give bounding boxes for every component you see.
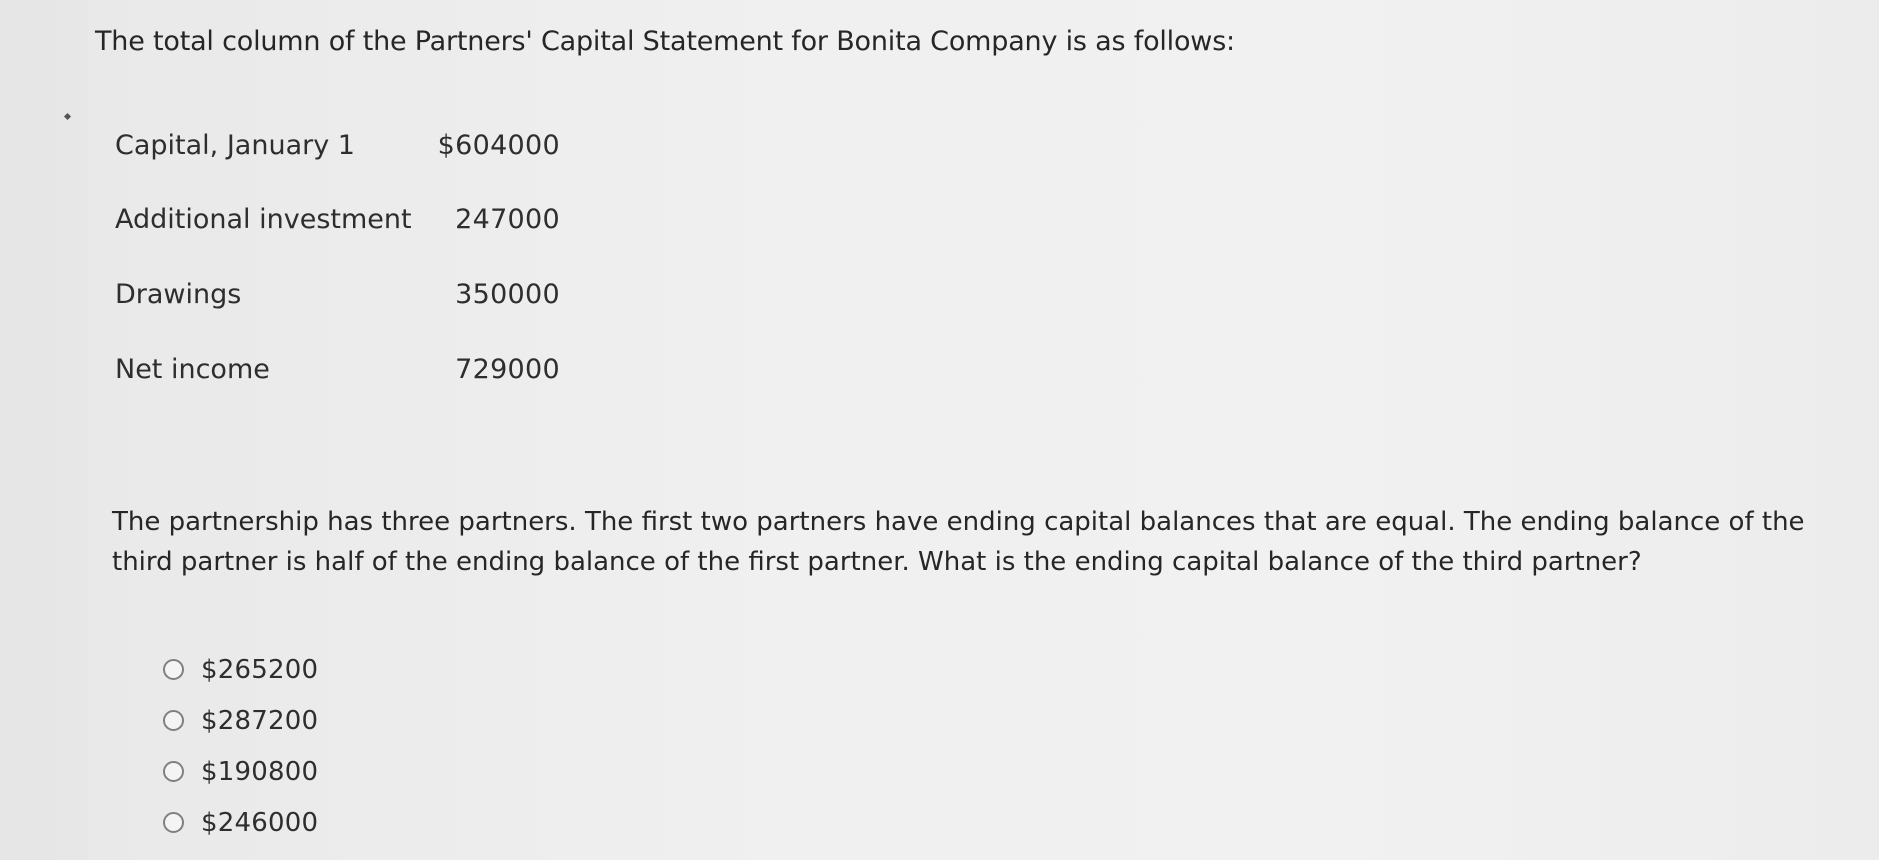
answer-option-3[interactable] [163, 746, 318, 797]
radio-button[interactable] [163, 710, 184, 731]
answer-label: $246000 [201, 807, 319, 838]
marker-dot [64, 113, 71, 120]
answer-options [163, 644, 318, 848]
radio-button[interactable] [163, 761, 184, 782]
statement-value: 729000 [455, 354, 560, 385]
answer-label: $265200 [201, 654, 319, 685]
statement-label: Drawings [115, 279, 242, 310]
radio-button[interactable] [163, 812, 184, 833]
answer-option-2[interactable] [163, 695, 318, 746]
radio-button[interactable] [163, 659, 184, 680]
statement-row-additional-investment [0, 204, 600, 244]
statement-label: Capital, January 1 [115, 130, 355, 161]
statement-row-net-income [0, 354, 600, 394]
statement-label: Additional investment [115, 204, 412, 235]
question-text: The partnership has three partners. The first two partners have ending capital balances that are equal. The ending balance of the third partner is half of the ending balance of the first partner. What is the ending capital balance of the third partner? [112, 507, 1805, 577]
statement-value: 247000 [455, 204, 560, 235]
answer-label: $190800 [201, 756, 319, 787]
statement-row-capital [0, 130, 600, 170]
answer-label: $287200 [201, 705, 319, 736]
answer-option-1[interactable] [163, 644, 318, 695]
question-card [88, 0, 1879, 860]
statement-value: $604000 [437, 130, 560, 161]
statement-row-drawings [0, 279, 600, 319]
statement-value: 350000 [455, 279, 560, 310]
question-intro: The total column of the Partners' Capital Statement for Bonita Company is as follows: [95, 26, 1235, 57]
statement-label: Net income [115, 354, 270, 385]
answer-option-4[interactable] [163, 797, 318, 848]
